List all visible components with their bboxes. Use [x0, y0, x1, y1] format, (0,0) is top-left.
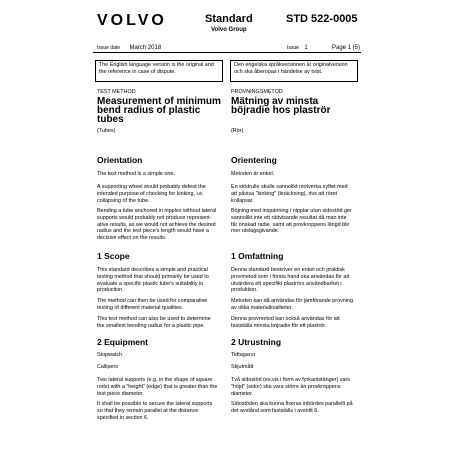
issue-row [287, 45, 308, 51]
left-title-line-2: bend radius of plastic [97, 105, 201, 116]
left-scope-p3: This test method can also be used to determine the smallest bending radius for a plastic pipe. [97, 316, 211, 329]
left-equipment-p2: Callipers [97, 364, 118, 370]
left-scope-heading: 1 Scope [97, 251, 130, 261]
header-divider [93, 52, 361, 53]
right-orientation-p1: Metoden är enkel. [231, 171, 275, 177]
issue-date-value: March 2018 [129, 45, 162, 51]
left-scope-p1: This standard describes a simple and practical testing method that should primarily be used to evaluate a specific plastic tube's suitability in production. [97, 267, 209, 294]
left-equipment-p1: Stopwatch [97, 352, 123, 358]
notice-swedish: Den engelska språkversionen är originalversion och ska åberopas i händelse av tvist. [230, 60, 358, 82]
left-orientation-p3: Bending a tube anchored in nipples without lateral supports would probably not produce represent- ative results, as we would not achieve the desired radius and the test piece's length would have a decisive effect on the results. [97, 208, 217, 242]
left-title-line-3: tubes [97, 114, 124, 125]
left-equipment-p4: It shall be possible to secure the lateral supports so that they remain parallel at the distance specified in section 6. [97, 401, 213, 421]
right-equipment-p3: Två sidostöd (ex.vis i form av fyrkantstänger) vars "höjd" (sidor) ska vara större än provkroppens diameter. [231, 377, 350, 397]
left-subtitle: (Tubes) [97, 128, 116, 134]
left-scope-p2: The method can then be used for comparative testing of different material qualities. [97, 298, 208, 311]
right-equipment-p1: Tidtagarur [231, 352, 256, 358]
left-equipment-p3: Two lateral supports (e.g. in the shape of square rods) with a "height" (edge) that is greater than the test piece diameter. [97, 377, 218, 397]
right-section-label: PROVNINGSMETOD [231, 89, 283, 95]
right-title-line-1: Mätning av minsta [231, 96, 319, 107]
right-equipment-heading: 2 Utrustning [231, 337, 282, 347]
left-orientation-p1: The test method is a simple one. [97, 171, 175, 177]
right-subtitle: (Rör) [231, 128, 244, 134]
right-orientation-heading: Orientering [231, 155, 277, 165]
issue-value: 1 [304, 45, 308, 51]
right-scope-p1: Denna standard beskriver en enkel och praktisk provmetod som i första hand ska användas för att utvärdera ett specifikt plaströrs användbarhet i produktion. [231, 267, 350, 294]
left-equipment-heading: 2 Equipment [97, 337, 149, 347]
volvo-logo: VOLVO [97, 12, 167, 29]
right-scope-p2: Metoden kan då användas för jämförande provning av olika materialkvaliteter. [231, 298, 353, 311]
right-scope-p3: Denna provmetod kan också användas för att fastställa minsta böjradie för ett plaströr. [231, 316, 340, 329]
left-orientation-p2: A supporting wheel would probably defeat the intended purpose of checking for kinking, i.e. collapsing of the tube. [97, 184, 206, 204]
left-section-label: TEST METHOD [97, 89, 136, 95]
right-orientation-p3: Böjning med inspänning i nipplar utan sidostöd ger sannolikt inte ett rättvisande resultat då man inte får önskad radie, samt att provkroppens längd blir mer utslagsgivande. [231, 208, 352, 235]
standard-title: Standard [205, 13, 253, 25]
notice-english: The English language version is the original and the reference in case of dispute. [95, 60, 223, 82]
right-equipment-p2: Skjutmått [231, 364, 254, 370]
page-number: Page 1 (5) [332, 45, 361, 51]
standard-number: STD 522-0005 [286, 13, 358, 25]
standard-subtitle: Volvo Group [211, 27, 247, 33]
left-title-line-1: Measurement of minimum [97, 96, 221, 107]
issue-date-label: Issue date [97, 45, 121, 51]
left-orientation-heading: Orientation [97, 155, 143, 165]
right-equipment-p4: Sidostöden ska kunna fixeras inbördes parallellt på det avstånd som fastställs i avsnitt 6. [231, 401, 353, 414]
issue-label: Issue [287, 45, 299, 51]
right-title-line-2: böjradie hos plaströr [231, 105, 331, 116]
right-scope-heading: 1 Omfattning [231, 251, 284, 261]
right-orientation-p2: En stödrulle skulle sannolikt motverka syftet med att påvisa "kinking" (knäckning), dvs att röret kollapsar. [231, 184, 348, 204]
issue-date-row [97, 45, 161, 51]
